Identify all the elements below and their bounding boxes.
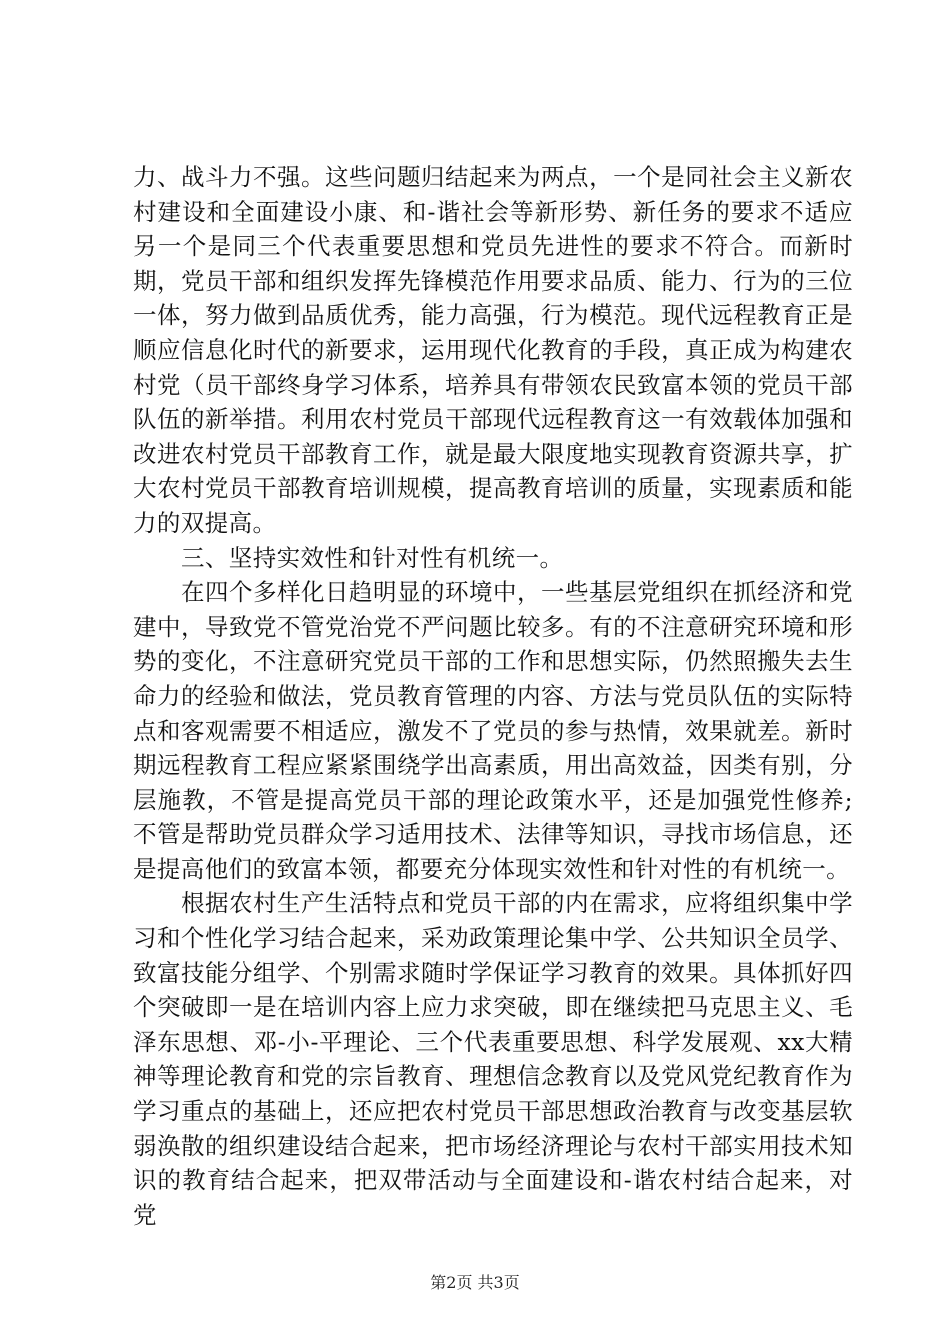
paragraph-3: 根据农村生产生活特点和党员干部的内在需求，应将组织集中学习和个性化学习结合起来，采劝政策理论集中学、公共知识全员学、致富技能分组学、个别需求随时学保证学习教育的效果。具体抓好四个突破即一是在培训内容上应力求突破，即在继续把马克思主义、毛泽东思想、邓-小-平理论、三个代表重要思想、科学发展观、xx大精神等理论教育和党的宗旨教育、理想信念教育以及党风党纪教育作为学习重点的基础上，还应把农村党员干部思想政治教育与改变基层软弱涣散的组织建设结合起来，把市场经济理论与农村干部实用技术知识的教育结合起来，把双带活动与全面建设和-谐农村结合起来，对党	[133, 889, 853, 1229]
paragraph-2: 在四个多样化日趋明显的环境中，一些基层党组织在抓经济和党建中，导致党不管党治党不严问题比较多。有的不注意研究环境和形势的变化，不注意研究党员干部的工作和思想实际，仍然照搬失去生命力的经验和做法，党员教育管理的内容、方法与党员队伍的实际特点和客观需要不相适应，激发不了党员的参与热情，效果就差。新时期远程教育工程应紧紧围绕学出高素质，用出高效益，因类有别，分层施教，不管是提高党员干部的理论政策水平，还是加强党性修养;不管是帮助党员群众学习适用技术、法律等知识，寻找市场信息，还是提高他们的致富本领，都要充分体现实效性和针对性的有机统一。	[133, 578, 853, 883]
page-footer	[0, 1273, 950, 1293]
section-heading: 三、坚持实效性和针对性有机统一。	[181, 543, 564, 572]
paragraph-1: 力、战斗力不强。这些问题归结起来为两点，一个是同社会主义新农村建设和全面建设小康、和-谐社会等新形势、新任务的要求不适应另一个是同三个代表重要思想和党员先进性的要求不符合。而新时期，党员干部和组织发挥先锋模范作用要求品质、能力、行为的三位一体，努力做到品质优秀，能力高强，行为模范。现代远程教育正是顺应信息化时代的新要求，运用现代化教育的手段，真正成为构建农村党（员干部终身学习体系，培养具有带领农民致富本领的党员干部队伍的新举措。利用农村党员干部现代远程教育这一有效载体加强和改进农村党员干部教育工作，就是最大限度地实现教育资源共享，扩大农村党员干部教育培训规模，提高教育培训的质量，实现素质和能力的双提高。	[133, 163, 853, 537]
document-body	[133, 160, 853, 1232]
page-number-label: 第2页 共3页	[430, 1273, 520, 1292]
